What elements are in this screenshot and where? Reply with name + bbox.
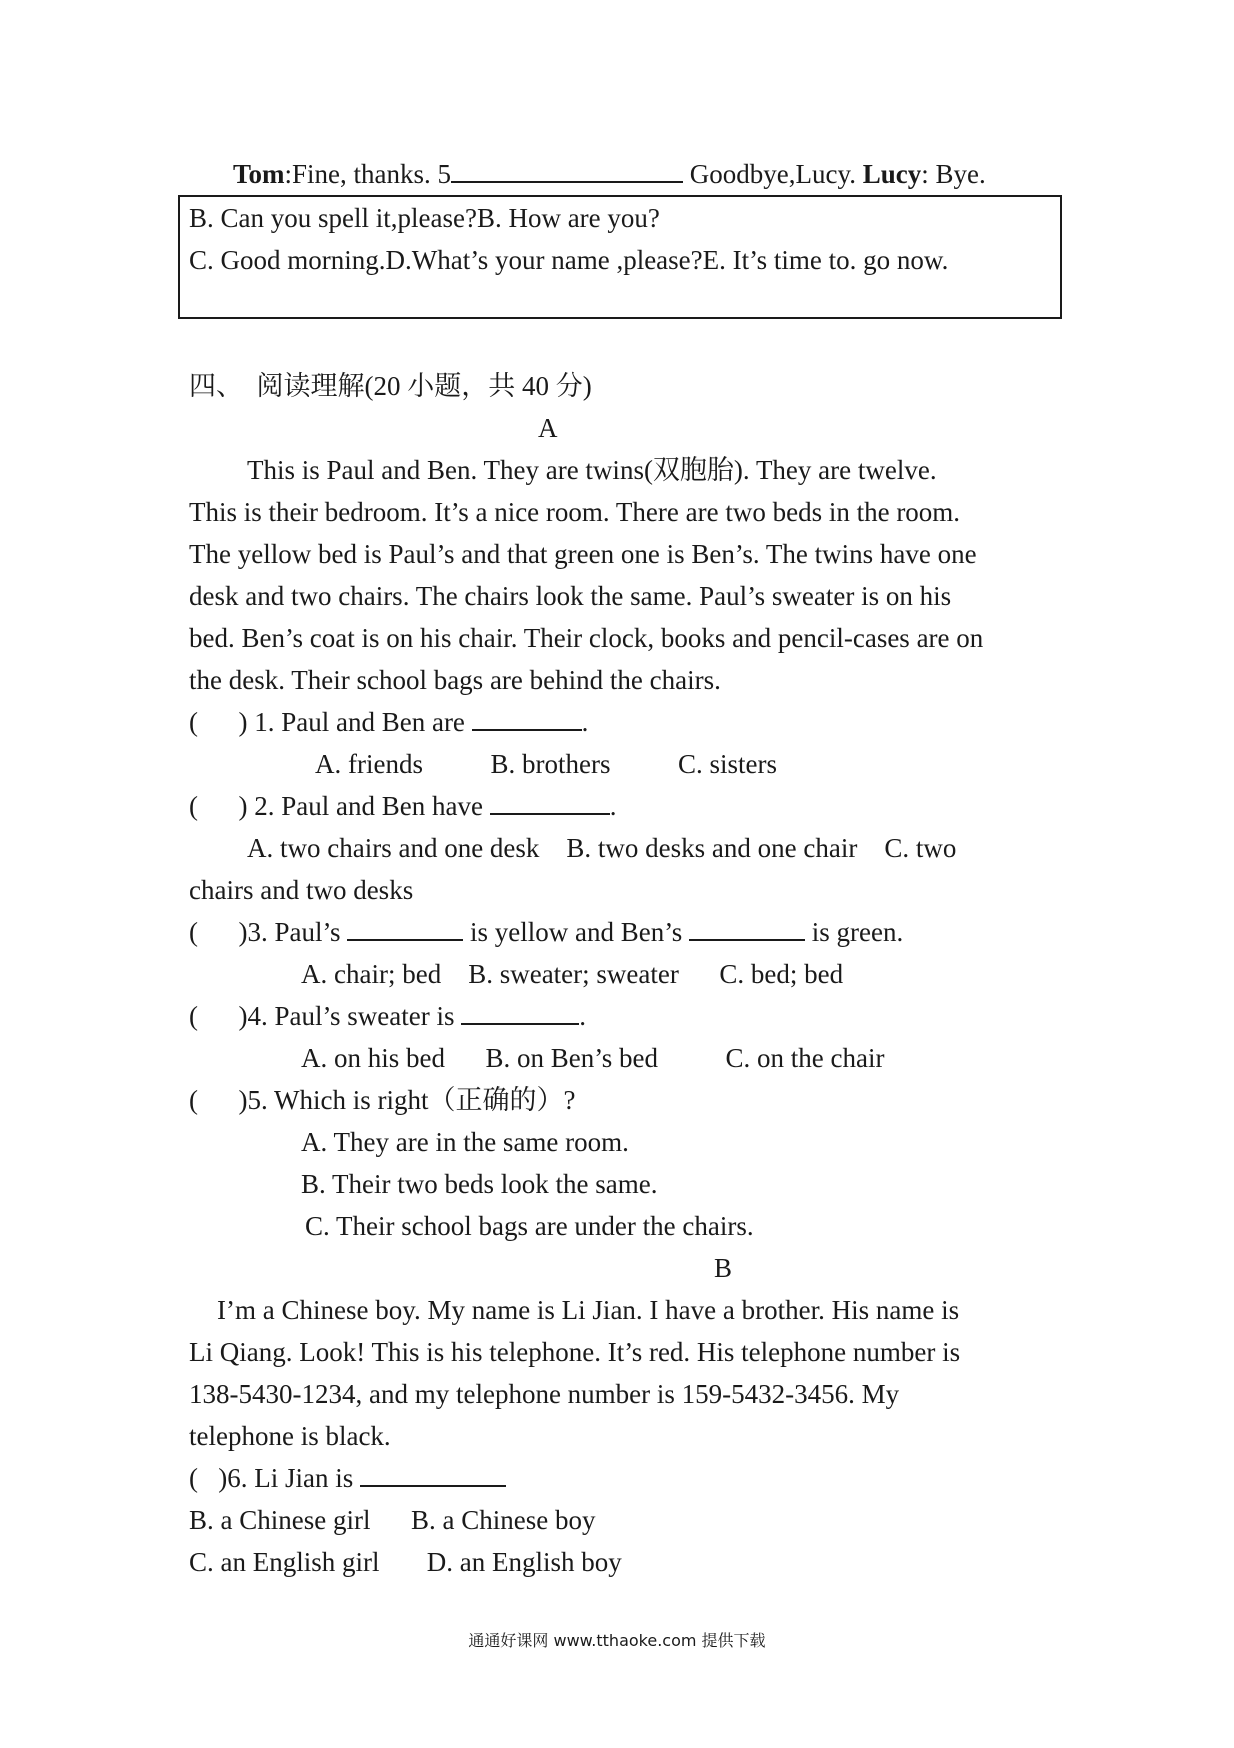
question-2-end: . <box>609 791 617 821</box>
passage-a-line-6: the desk. Their school bags are behind the chairs. <box>189 665 721 695</box>
page-footer: 通通好课网 www.tthaoke.com 提供下载 <box>468 1631 766 1650</box>
question-6-stem: ( )6. Li Jian is <box>189 1463 360 1493</box>
question-5-option-c: C. Their school bags are under the chairs. <box>305 1211 754 1241</box>
question-1-options: A. friends B. brothers C. sisters <box>315 749 777 779</box>
question-3-stem: ( )3. Paul’s <box>189 917 348 947</box>
passage-b-label: B <box>714 1253 733 1283</box>
question-5-option-b: B. Their two beds look the same. <box>301 1169 658 1199</box>
question-5: ( )5. Which is right（正确的）? <box>189 1085 576 1115</box>
passage-b-line-4: telephone is black. <box>189 1421 391 1451</box>
section-heading: 四、 阅读理解(20 小题，共 40 分) <box>189 371 592 401</box>
passage-a-line-5: bed. Ben’s coat is on his chair. Their clock, books and pencil-cases are on <box>189 623 984 653</box>
passage-b-line-1: I’m a Chinese boy. My name is Li Jian. I have a brother. His name is <box>217 1295 960 1325</box>
question-2-options-cont: chairs and two desks <box>189 875 414 905</box>
question-4-stem: ( )4. Paul’s sweater is <box>189 1001 462 1031</box>
passage-a-line-3: The yellow bed is Paul’s and that green one is Ben’s. The twins have one <box>189 539 977 569</box>
question-1 <box>189 705 588 739</box>
question-4-end: . <box>579 1001 586 1031</box>
passage-b-line-2: Li Qiang. Look! This is his telephone. It’s red. His telephone number is <box>189 1337 961 1367</box>
question-4 <box>189 999 586 1033</box>
answer-blank-q3a[interactable] <box>347 915 463 941</box>
answer-blank-q2[interactable] <box>490 789 610 815</box>
question-2-options: A. two chairs and one desk B. two desks and one chair C. two <box>247 833 957 863</box>
question-4-options: A. on his bed B. on Ben’s bed C. on the chair <box>301 1043 885 1073</box>
passage-a-label: A <box>538 413 558 443</box>
answer-blank-q4[interactable] <box>461 999 579 1025</box>
question-1-stem: ( ) 1. Paul and Ben are <box>189 707 472 737</box>
question-1-end: . <box>581 707 589 737</box>
options-line-1: B. Can you spell it,please?B. How are you? <box>189 203 660 233</box>
passage-a-line-1: This is Paul and Ben. They are twins(双胞胎). They are twelve. <box>247 455 937 485</box>
dialogue-line <box>233 157 986 191</box>
answer-blank-q3b[interactable] <box>689 915 805 941</box>
goodbye-text: Goodbye,Lucy. <box>683 159 863 189</box>
question-3-end: is green. <box>804 917 904 947</box>
lucy-line-text: : Bye. <box>921 159 986 189</box>
passage-a-line-4: desk and two chairs. The chairs look the same. Paul’s sweater is on his <box>189 581 952 611</box>
answer-blank-5[interactable] <box>451 157 683 183</box>
answer-blank-q6[interactable] <box>360 1461 506 1487</box>
answer-blank-q1[interactable] <box>472 705 582 731</box>
question-6-options-row-1: B. a Chinese girl B. a Chinese boy <box>189 1505 596 1535</box>
speaker-tom: Tom <box>233 159 285 189</box>
speaker-lucy: Lucy <box>862 159 922 189</box>
question-3-mid: is yellow and Ben’s <box>463 917 689 947</box>
question-6-options-row-2: C. an English girl D. an English boy <box>189 1547 622 1577</box>
passage-b-line-3: 138-5430-1234, and my telephone number is 159-5432-3456. My <box>189 1379 900 1409</box>
question-5-option-a: A. They are in the same room. <box>301 1127 629 1157</box>
tom-line-text: :Fine, thanks. 5 <box>284 159 452 189</box>
question-3 <box>189 915 903 949</box>
question-2 <box>189 789 616 823</box>
question-3-options: A. chair; bed B. sweater; sweater C. bed; bed <box>301 959 844 989</box>
question-6 <box>189 1461 506 1495</box>
options-line-2: C. Good morning.D.What’s your name ,please?E. It’s time to. go now. <box>189 245 949 275</box>
passage-a-line-2: This is their bedroom. It’s a nice room. There are two beds in the room. <box>189 497 961 527</box>
question-2-stem: ( ) 2. Paul and Ben have <box>189 791 490 821</box>
